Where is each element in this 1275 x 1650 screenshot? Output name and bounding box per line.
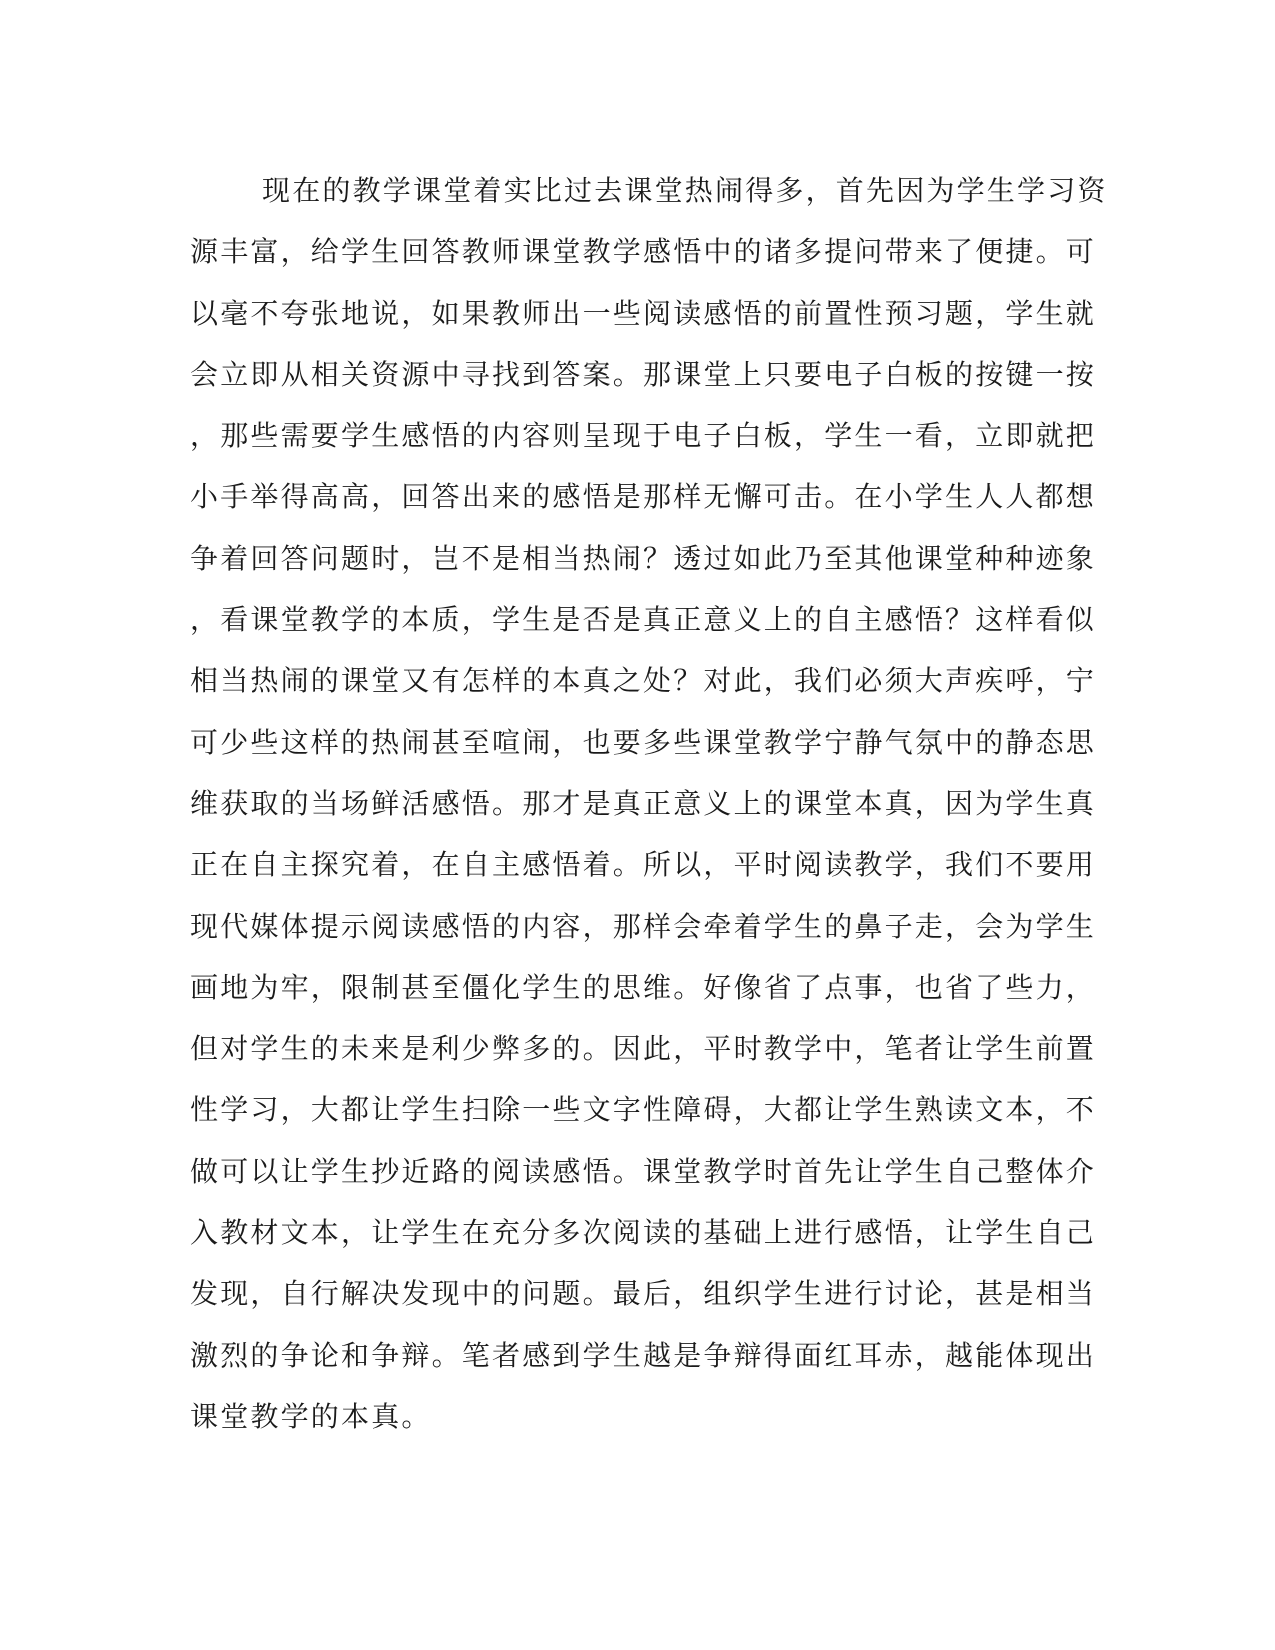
paragraph-line: 发现，自行解决发现中的问题。最后，组织学生进行讨论，甚是相当 — [190, 1277, 1097, 1311]
paragraph-line: 可少些这样的热闹甚至喧闹，也要多些课堂教学宁静气氛中的静态思 — [190, 725, 1097, 759]
paragraph-line: ，那些需要学生感悟的内容则呈现于电子白板，学生一看，立即就把 — [190, 419, 1097, 453]
paragraph-line: 入教材文本，让学生在充分多次阅读的基础上进行感悟，让学生自己 — [190, 1216, 1097, 1250]
paragraph-line: 课堂教学的本真。 — [190, 1399, 432, 1433]
paragraph-line: 小手举得高高，回答出来的感悟是那样无懈可击。在小学生人人都想 — [190, 480, 1097, 514]
paragraph-line: 做可以让学生抄近路的阅读感悟。课堂教学时首先让学生自己整体介 — [190, 1154, 1097, 1188]
paragraph-line: ，看课堂教学的本质，学生是否是真正意义上的自主感悟？这样看似 — [190, 603, 1097, 637]
paragraph-line: 画地为牢，限制甚至僵化学生的思维。好像省了点事，也省了些力， — [190, 970, 1097, 1004]
paragraph-line: 相当热闹的课堂又有怎样的本真之处？对此，我们必须大声疾呼，宁 — [190, 664, 1097, 698]
paragraph-line: 现代媒体提示阅读感悟的内容，那样会牵着学生的鼻子走，会为学生 — [190, 909, 1097, 943]
paragraph-line: 源丰富，给学生回答教师课堂教学感悟中的诸多提问带来了便捷。可 — [190, 235, 1097, 269]
paragraph-line: 激烈的争论和争辩。笔者感到学生越是争辩得面红耳赤，越能体现出 — [190, 1338, 1097, 1372]
paragraph-line: 现在的教学课堂着实比过去课堂热闹得多，首先因为学生学习资 — [262, 174, 1108, 207]
paragraph-line: 正在自主探究着，在自主感悟着。所以，平时阅读教学，我们不要用 — [190, 848, 1097, 882]
paragraph-line: 维获取的当场鲜活感悟。那才是真正意义上的课堂本真，因为学生真 — [190, 786, 1097, 820]
paragraph-line: 但对学生的未来是利少弊多的。因此，平时教学中，笔者让学生前置 — [190, 1032, 1097, 1066]
paragraph-line: 会立即从相关资源中寻找到答案。那课堂上只要电子白板的按键一按 — [190, 357, 1097, 391]
paragraph-line: 争着回答问题时，岂不是相当热闹？透过如此乃至其他课堂种种迹象 — [190, 541, 1097, 575]
paragraph-line: 以毫不夸张地说，如果教师出一些阅读感悟的前置性预习题，学生就 — [190, 296, 1097, 330]
body-paragraph — [190, 160, 1108, 1447]
paragraph-line: 性学习，大都让学生扫除一些文字性障碍，大都让学生熟读文本，不 — [190, 1093, 1097, 1127]
